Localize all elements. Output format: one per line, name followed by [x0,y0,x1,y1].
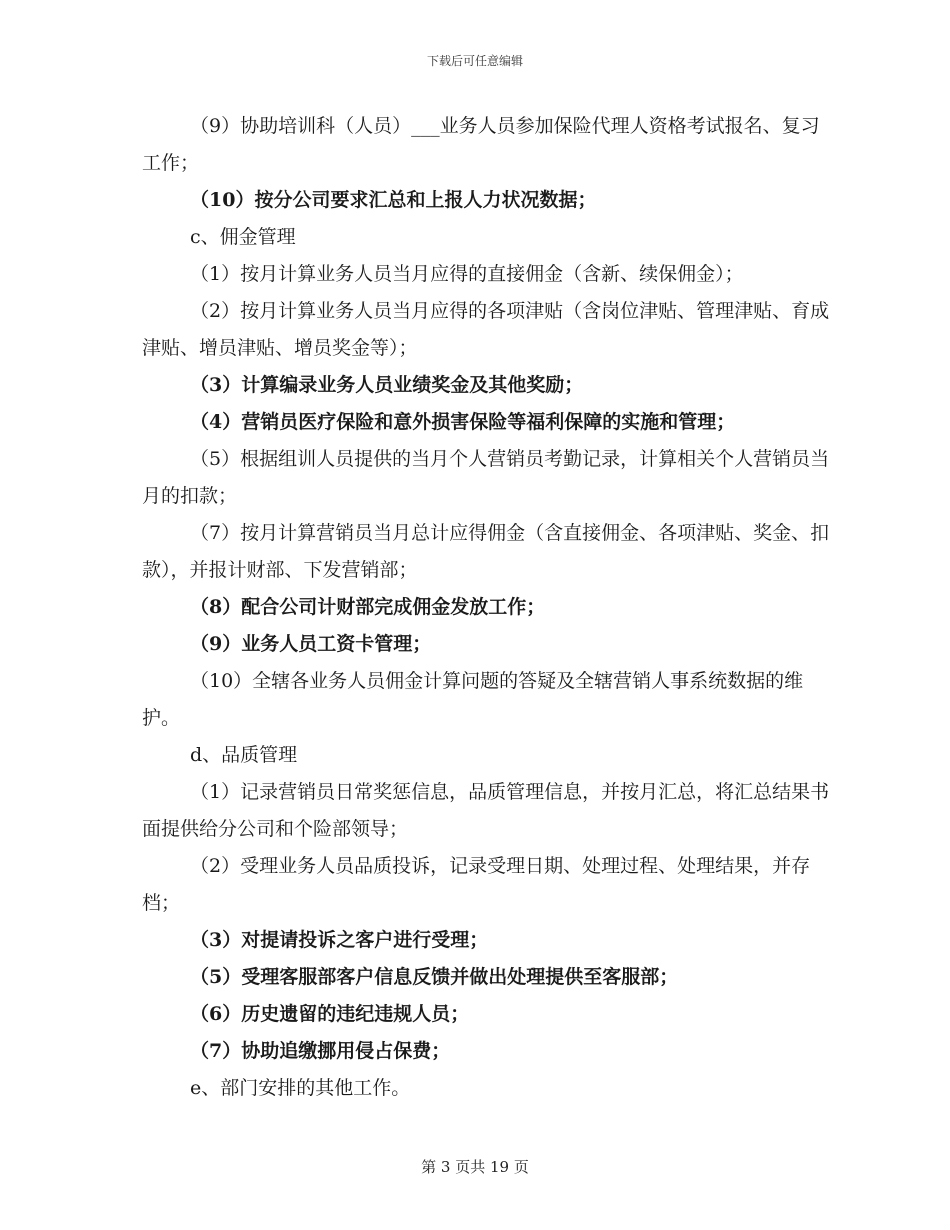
section-heading: c、佣金管理 [190,226,296,248]
paragraph: （6）历史遗留的违纪违规人员； [190,1003,470,1025]
paragraph: （9）协助培训科（人员）___业务人员参加保险代理人资格考试报名、复习工作； [142,115,820,174]
paragraph: （10）全辖各业务人员佣金计算问题的答疑及全辖营销人事系统数据的维护。 [142,670,804,729]
paragraph: （3）计算编录业务人员业绩奖金及其他奖励； [190,374,584,396]
paragraph: （7）按月计算营销员当月总计应得佣金（含直接佣金、各项津贴、奖金、扣款），并报计财部、下发营销部； [142,522,830,581]
paragraph: （5）受理客服部客户信息反馈并做出处理提供至客服部； [190,966,679,988]
paragraph: （4）营销员医疗保险和意外损害保险等福利保障的实施和管理； [190,411,736,433]
document-body [142,108,832,1107]
paragraph: （1）按月计算业务人员当月应得的直接佣金（含新、续保佣金）； [190,263,744,285]
section-heading: d、品质管理 [190,744,298,766]
paragraph: （5）根据组训人员提供的当月个人营销员考勤记录，计算相关个人营销员当月的扣款； [142,448,830,507]
paragraph: （3）对提请投诉之客户进行受理； [190,929,489,951]
paragraph: （2）受理业务人员品质投诉，记录受理日期、处理过程、处理结果，并存档； [142,855,811,914]
paragraph: （10）按分公司要求汇总和上报人力状况数据； [190,189,597,211]
paragraph: （2）按月计算业务人员当月应得的各项津贴（含岗位津贴、管理津贴、育成津贴、增员津贴、增员奖金等）； [142,300,830,359]
paragraph: （1）记录营销员日常奖惩信息，品质管理信息，并按月汇总，将汇总结果书面提供给分公司和个险部领导； [142,781,830,840]
paragraph: （8）配合公司计财部完成佣金发放工作； [190,596,546,618]
section-heading: e、部门安排的其他工作。 [190,1077,411,1099]
page-header-note: 下载后可任意编辑 [426,54,523,68]
page-number: 第 3 页共 19 页 [421,1158,529,1176]
paragraph: （7）协助追缴挪用侵占保费； [190,1040,451,1062]
paragraph: （9）业务人员工资卡管理； [190,633,432,655]
